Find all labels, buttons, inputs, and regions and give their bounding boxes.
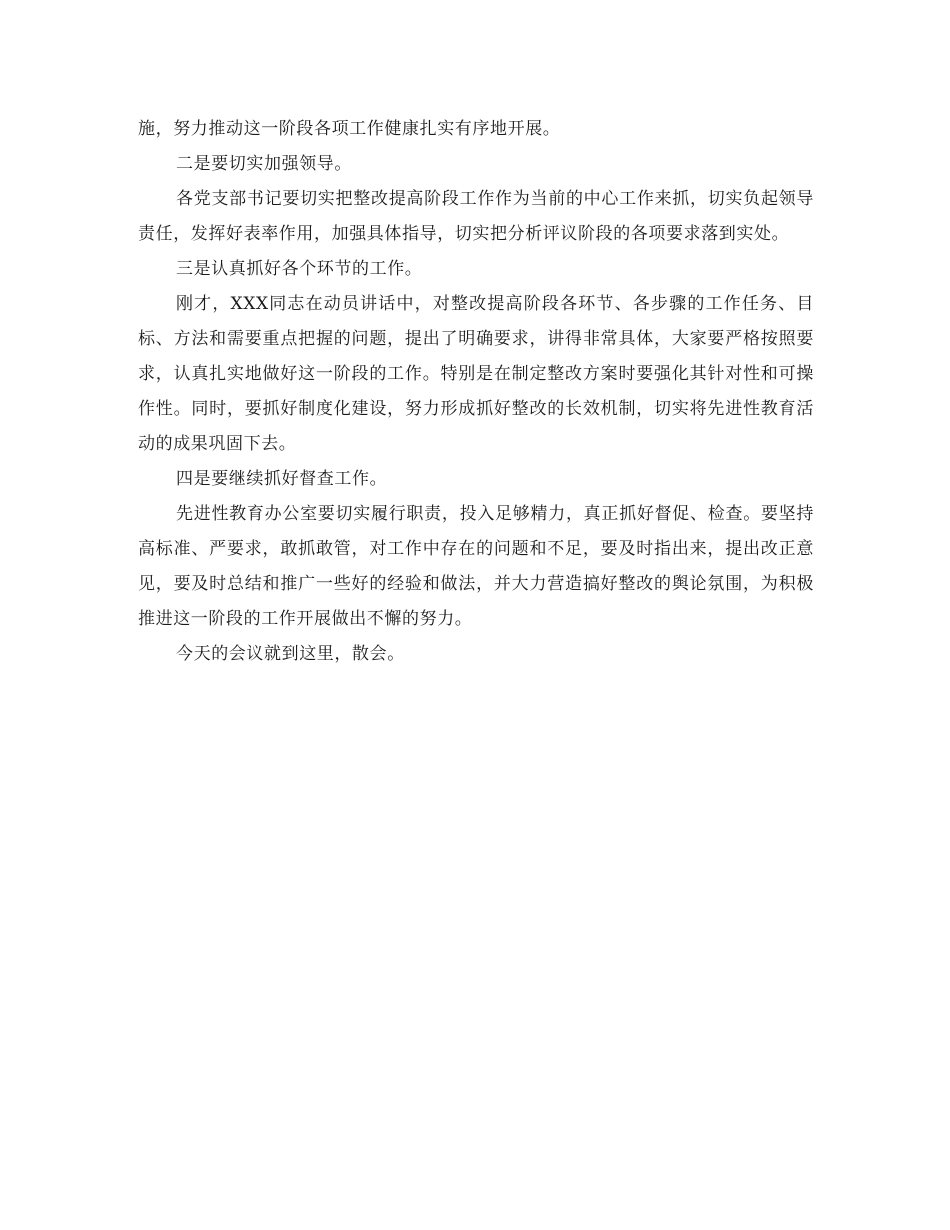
- heading-point-two: 二是要切实加强领导。: [176, 154, 352, 174]
- heading-point-four: 四是要继续抓好督查工作。: [176, 469, 388, 489]
- paragraph-continuation: 施，努力推动这一阶段各项工作健康扎实有序地开展。: [138, 119, 561, 139]
- document-body: [138, 112, 814, 672]
- paragraph-links: 刚才，XXX同志在动员讲话中，对整改提高阶段各环节、各步骤的工作任务、目标、方法和需要重点把握的问题，提出了明确要求，讲得非常具体，大家要严格按照要求，认真扎实地做好这一阶段的工作。特别是在制定整改方案时要强化其针对性和可操作性。同时，要抓好制度化建设，努力形成抓好整改的长效机制，切实将先进性教育活动的成果巩固下去。: [138, 294, 814, 454]
- paragraph-supervision: 先进性教育办公室要切实履行职责，投入足够精力，真正抓好督促、检查。要坚持高标准、严要求，敢抓敢管，对工作中存在的问题和不足，要及时指出来，提出改正意见，要及时总结和推广一些好的经验和做法，并大力营造搞好整改的舆论氛围，为积极推进这一阶段的工作开展做出不懈的努力。: [138, 504, 814, 629]
- paragraph-leadership: 各党支部书记要切实把整改提高阶段工作作为当前的中心工作来抓，切实负起领导责任，发挥好表率作用，加强具体指导，切实把分析评议阶段的各项要求落到实处。: [138, 189, 814, 244]
- paragraph-closing: 今天的会议就到这里，散会。: [176, 644, 405, 664]
- heading-point-three: 三是认真抓好各个环节的工作。: [176, 259, 423, 279]
